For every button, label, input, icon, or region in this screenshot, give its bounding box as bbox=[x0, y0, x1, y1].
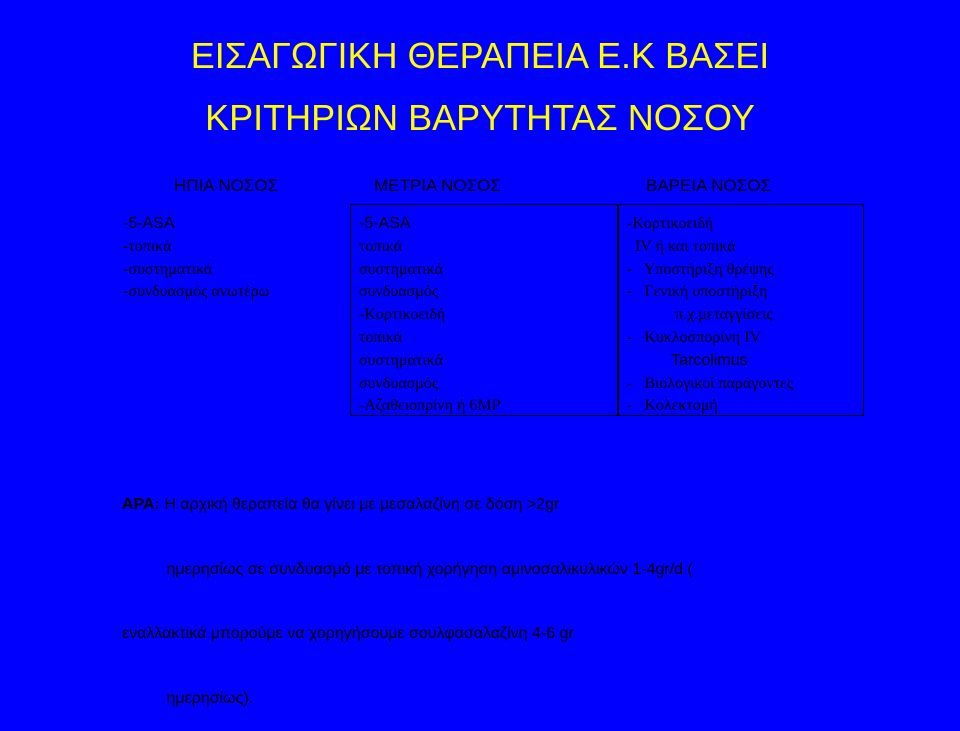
summary-note-line-2: ημερησίως σε συνδυασμό με τοπική χορήγηση αμινοσαλικυλικών 1-4gr/d ( bbox=[122, 560, 693, 578]
summary-note bbox=[122, 451, 902, 731]
slide-title-line-2: ΚΡΙΤΗΡΙΩΝ ΒΑΡΥΤΗΤΑΣ ΝΟΣΟΥ bbox=[205, 97, 755, 138]
summary-note-line-1 bbox=[122, 494, 902, 516]
list-item: -5-ASA bbox=[359, 215, 411, 232]
summary-note-line-4: ημερησίως). bbox=[122, 689, 254, 707]
list-item: τοπικά bbox=[359, 328, 403, 346]
column-heading-mild: ΗΠΙΑ ΝΟΣΟΣ bbox=[174, 176, 279, 195]
list-item: IV ή και τοπικά bbox=[627, 237, 736, 255]
column-heading-moderate: ΜΕΤΡΙΑ ΝΟΣΟΣ bbox=[374, 176, 501, 195]
summary-note-label: ΑΡΑ: bbox=[122, 496, 160, 513]
mild-treatment-list bbox=[114, 204, 350, 416]
summary-note-text: Η αρχική θεραπεία θα γίνει με μεσαλαζίνη σε δόση >2gr bbox=[159, 496, 560, 513]
summary-note-line-3: εναλλακτικά μπορούμε να χορηγήσουμε σουλφασαλαζίνη 4-6 gr bbox=[122, 625, 574, 642]
list-item: - Κολεκτομή bbox=[627, 397, 718, 415]
list-item: συνδυασμός bbox=[359, 374, 439, 392]
list-item: συστηματικά bbox=[359, 260, 443, 278]
list-item: - Κυκλοσπορίνη IV bbox=[627, 328, 762, 346]
list-item: -5-ASA bbox=[123, 215, 175, 232]
list-item: -Κορτικοειδή bbox=[627, 215, 714, 232]
list-item: τοπικά bbox=[359, 237, 403, 255]
list-item: Tarcolimus bbox=[627, 351, 748, 369]
list-item: -συνδυασμός ανωτέρω bbox=[123, 283, 270, 301]
list-item: συστηματικά bbox=[359, 351, 443, 369]
list-item: - Υποστήριξη θρέψης bbox=[627, 260, 774, 278]
column-heading-severe: ΒΑΡΕΙΑ ΝΟΣΟΣ bbox=[646, 176, 771, 195]
slide-title-line-1: ΕΙΣΑΓΩΓΙΚΗ ΘΕΡΑΠΕΙΑ Ε.Κ ΒΑΣΕΙ bbox=[190, 35, 770, 76]
list-item: - Βιολογικοί παράγοντες bbox=[627, 374, 794, 392]
moderate-treatment-box bbox=[350, 204, 618, 416]
list-item: -τοπικά bbox=[123, 237, 172, 255]
list-item: - Γενική υποστήριξη bbox=[627, 283, 768, 301]
list-item: -συστηματικά bbox=[123, 260, 213, 278]
list-item: -Αζαθειοπρίνη ή 6MP bbox=[359, 397, 501, 415]
severe-treatment-box bbox=[618, 204, 864, 416]
list-item: π.χ.μεταγγίσεις bbox=[627, 306, 773, 324]
list-item: -Κορτικοειδή bbox=[359, 306, 446, 324]
list-item: συνδυασμός bbox=[359, 283, 439, 301]
